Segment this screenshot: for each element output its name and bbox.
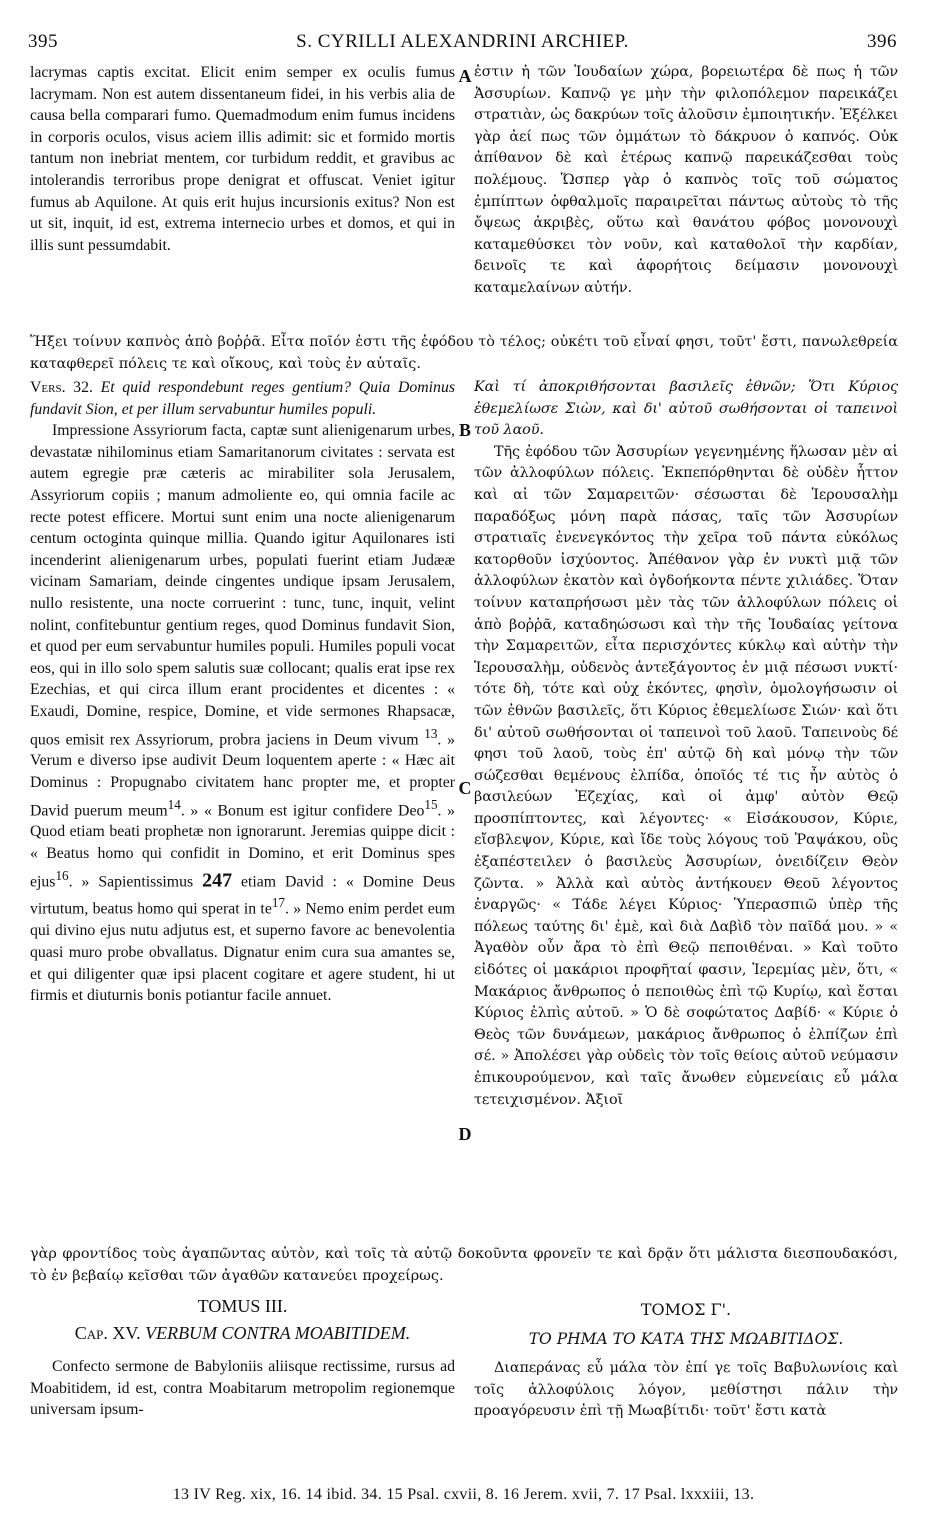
footnote-ref-16: 16: [55, 867, 69, 883]
latin-paragraph-1: lacrymas captis excitat. Elicit enim semper ex oculis fumus lacrymam. Non est autem dissentaneum fidei, in his verbis alia de causa bella comparari fumo. Quemadmodum enim fumus incidens in corporis oculos, visus aciem illis adimit: sic et formido mortis tantum non inebriat mentem, cor turbidum reddit, et gravibus ac intolerandis terroribus prope denigrat et offuscat. Veniet igitur fumus ab Aquilone. At quis erit hujus incursionis exitus? Non est ut sit, inquit, id est, extrema internecio urbes et domos, et qui in illis sunt pessumdabit.: [30, 64, 455, 254]
column-number: 247: [202, 868, 233, 891]
latin-chapter-title: VERBUM CONTRA MOABITIDEM.: [145, 1323, 411, 1343]
greek-column-top: [474, 62, 898, 300]
greek-column-middle: [474, 377, 898, 1111]
footnote-ref-17: 17: [271, 895, 285, 911]
latin-verse: [30, 377, 455, 420]
page-number-left: 395: [28, 31, 58, 52]
footnotes: 13 IV Reg. xix, 16. 14 ibid. 34. 15 Psal. cxvii, 8. 16 Jerem. xvii, 7. 17 Psal. lxxxiii, 13.: [172, 1486, 755, 1503]
greek-spanning-line-2: γὰρ φροντίδος τοὺς ἀγαπῶντας αὐτὸν, καὶ τοῖς τὰ αὐτῷ δοκοῦντα φρονεῖν τε καὶ δρᾷν ὅτι μάλιστα διεσπουδακόσι, τὸ ἐν βεβαίῳ κεῖσθαι τῶν ἀγαθῶν κατανεύει προχείρως.: [30, 1246, 898, 1284]
greek-paragraph-1: ἐστιν ἡ τῶν Ἰουδαίων χώρα, βορειωτέρα δὲ πως ἡ τῶν Ἀσσυρίων. Καπνῷ γε μὴν τὴν φιλοπόλεμον παρεικάζει στρατιὰν, ὡς δακρύων τοῖς ἁλοῦσιν ἐμποιητικήν. Ἐξέλκει γὰρ ἀεί πως τῶν ὀμμάτων τὸ δάκρυον ὁ καπνός. Οὐκ ἀπίθανον δὲ καὶ ἑτέρως καπνῷ παρεικάζεσθαι τοὺς πολέμους. Ὥσπερ γὰρ ὁ καπνὸς τοῖς τοῦ σώματος ἐμπίπτων ὀφθαλμοῖς παραιρεῖται πάντως αὐτοὺς τὸ τῆς ὄψεως ἀκριβὲς, οὕτω καὶ θανάτου φόβος μονονουχὶ καταμεθύσκει τὸν νοῦν, καὶ καταθολοῖ τὴν καρδίαν, δεινοῖς τε καὶ ἀφορήτοις δείμασιν μονονουχὶ καταμελαίνων αὐτήν.: [474, 64, 898, 296]
latin-verse-text: Et quid respondebunt reges gentium? Quia Dominus fundavit Sion, et per illum servabuntur humiles populi.: [30, 379, 455, 418]
greek-tomus-heading: ΤΟΜΟΣ Γ'.: [640, 1300, 732, 1319]
running-header: [28, 30, 897, 54]
greek-column-bottom: [474, 1358, 898, 1423]
section-marker-d: D: [458, 1124, 472, 1144]
section-marker-b: B: [458, 420, 471, 440]
footnote-ref-14: 14: [167, 796, 181, 812]
latin-chapter-heading: [30, 1323, 455, 1344]
footnote-ref-13: 13: [424, 725, 438, 741]
running-title: S. CYRILLI ALEXANDRINI ARCHIEP.: [296, 31, 629, 52]
latin-column-middle: [30, 377, 455, 1007]
greek-paragraph-2: Τῆς ἐφόδου τῶν Ἀσσυρίων γεγενημένης ἥλωσαν μὲν αἱ τῶν ἀλλοφύλων πόλεις. Ἐκπεπόρθηνται δὲ οὐδὲν ἧττον καὶ αἱ τῶν Σαμαρειτῶν· σέσωσται δὲ Ἱερουσαλὴμ παραδόξως μόνη παρὰ πάσας, ταῖς τῶν Ἀσσυρίων στρατιαῖς ἐνενεγκόντος τὴν χεῖρα τοῦ πάντα εὐκόλως κατορθοῦν ἰσχύοντος. Ἀπέθανον γὰρ ἐν νυκτὶ μιᾷ τῶν ἀλλοφύλων ἑκατὸν καὶ ὀγδοήκοντα πέντε χιλιάδες. Ὅταν τοίνυν καταπρήσωσι μὲν τὰς τῶν ἀλλοφύλων πόλεις οἱ ἀπὸ βοῤῥᾶ, καταδηώσωσι καὶ τὴν τῆς Ἰουδαίας γείτονα τὴν Σαμαρειτῶν, εἶτα περισχόντες κύκλῳ καὶ αὐτὴν τὴν Ἱερουσαλὴμ, οὐδενὸς ἀντεξάγοντος ἐν μιᾷ πέσωσι νυκτί· τότε δὴ, τότε καὶ οὐχ ἑκόντες, φησὶν, ὁμολογήσωσιν οἱ τῶν ἐθνῶν βασιλεῖς, ὅτι Κύριος ἐθεμελίωσε Σιών· καὶ ὅτι δι' αὐτοῦ σωθήσονται οἱ ταπεινοὶ τοῦ λαοῦ. Ταπεινοὺς δέ φησι τοῦ λαοῦ, τοὺς ἐπ' αὐτῷ δὴ καὶ μόνῳ τὴν τῶν σώζεσθαι θεμένους ἐλπίδα, ὁποῖός τέ τις ἦν αὐτὸς ὁ βασιλεύων Ἐζεχίας, καὶ οἱ ἀμφ' αὐτὸν Θεῷ προσπίπτοντες, καὶ λέγοντες· « Εἰσάκουσον, Κύριε, εἴσβλεψον, Κύριε, καὶ ἴδε τοὺς λόγους τοῦ Ῥαψάκου, οὓς ἐξαπέστειλεν ὁ βασιλεὺς Ἀσσυρίων, ὀνειδίζειν Θεὸν ζῶντα. » Ἀλλὰ καὶ αὐτὸς ἀντήκουεν Θεοῦ λέγοντος ἐναργῶς· « Τάδε λέγει Κύριος· Ὑπερασπιῶ ὑπὲρ τῆς πόλεως ταύτης δι' ἐμὲ, καὶ διὰ Δαβὶδ τὸν παῖδά μου. » « Ἀγαθὸν οὖν ἄρα τὸ ἐπὶ Θεῷ πεποιθέναι. » Καὶ τοῦτο εἰδότες οἱ μακάριοι προφῆταί φασιν, Ἱερεμίας μὲν, ὅτι, « Μακάριος ἄνθρωπος ὁ πεποιθὼς ἐπὶ τῷ Κυρίῳ, καὶ ἔσται Κύριος ἐλπὶς αὐτοῦ. » Ὁ δὲ σοφώτατος Δαβίδ· « Κύριε ὁ Θεὸς τῶν δυνάμεων, μακάριος ἄνθρωπος ὁ ἐλπίζων ἐπὶ σέ. » Ἀπολέσει γὰρ οὐδεὶς τὸν τοῖς θείοις αὐτοῦ νεύμασιν ἐπικουρούμενον, καὶ ταῖς ἄνωθεν εὐμενείαις εὖ μάλα τετειχισμένον. Ἀξιοῖ: [474, 443, 898, 1108]
latin-chapter-label: Cap. XV.: [74, 1323, 141, 1343]
greek-chapter-title: ΤΟ ΡΗΜΑ ΤΟ ΚΑΤΑ ΤΗΣ ΜΩΑΒΙΤΙΔΟΣ.: [528, 1330, 844, 1348]
section-marker-c: C: [458, 778, 472, 798]
greek-verse: Καὶ τί ἀποκριθήσονται βασιλεῖς ἐθνῶν; Ὅτι Κύριος ἐθεμελίωσε Σιὼν, καὶ δι' αὐτοῦ σωθήσονται οἱ ταπεινοὶ τοῦ λαοῦ.: [474, 379, 898, 439]
greek-spanning-line-1: Ἥξει τοίνυν καπνὸς ἀπὸ βοῤῥᾶ. Εἶτα ποῖόν ἐστι τῆς ἐφόδου τὸ τέλος; οὐκέτι τοῦ εἶναί φησι, τοῦτ' ἔστι, πανωλεθρεία καταφθερεῖ πόλεις τε καὶ οἴκους, καὶ τοὺς ἐν αὐταῖς.: [30, 334, 898, 372]
latin-column-bottom: [30, 1356, 455, 1421]
greek-paragraph-3: Διαπεράνας εὖ μάλα τὸν ἐπί γε τοῖς Βαβυλωνίοις καὶ τοῖς ἀλλοφύλοις λόγον, μεθίστησι πάλιν τὴν προαγόρευσιν ἐπὶ τῇ Μωαβίτιδι· τοῦτ' ἔστι κατὰ: [474, 1360, 898, 1420]
section-marker-a: A: [458, 66, 472, 86]
latin-tomus-heading: TOMUS III.: [197, 1296, 288, 1316]
latin-column-top: [30, 62, 455, 256]
footnote-ref-15: 15: [424, 796, 438, 812]
latin-paragraph-2: Impressione Assyriorum facta, captæ sunt alienigenarum urbes, devastatæ nihilominus etiam Samaritanorum civitates : servata est autem egregie præ cæteris ac mirabiliter sola Jerusalem, Assyriorum copiis ; manum admoliente eo, qui omnia facile ac recte potest efficere. Mortui sunt enim una nocte alienigenarum centum octoginta quinque millia. Quando igitur Aquilonares isti incenderint alienigenarum urbes, populati fuerint etiam Judææ vicinam Samariam, deinde cingentes undique ipsam Jerusalem, nullo resistente, una nocte corruerint : tunc, tunc, inquit, velint nolint, confitebuntur gentium reges, quod Dominus fundavit Sion, et quod per eum servabuntur humiles populi. Humiles populi vocat eos, qui in illo solo spem salutis suæ collocant; qualis erat ipse rex Ezechias, et qui circa illum erant procidentes et dicentes : « Exaudi, Domine, respice, Domine, et vide sermones Rhapsacæ, quos emisit rex Assyriorum, probra jaciens in Deum vivum $^{13}$. » Verum e diverso ipse audivit Deum loquentem aperte : « Hæc ait Dominus : Propugnabo civitatem hanc propter me, et propter David puerum meum$^{14}$. » « Bonum est igitur confidere Deo$^{15}$. » Quod etiam beati prophetæ non ignorarunt. Jeremias quippe dicit : « Beatus homo qui confidit in Domino, et erit Dominus spes ejus$^{16}$. » Sapientissimus 247 etiam David : « Domine Deus virtutum, beatus homo qui sperat in $te^{17}$. » Nemo enim perdet eum qui divino ejus nutu adjutus est, et superno favore ac benevolentia quasi muro probe obvallatus. Dignatur enim cura sua amantes se, et qui diligenter quæ ipsi placent cogitare et agere student, hi ut firmis et diuturnis bonis potiantur facile annuet.: [30, 422, 456, 1005]
latin-paragraph-3: Confecto sermone de Babyloniis aliisque rectissime, rursus ad Moabitidem, id est, contra Moabitarum metropolim regionemque universam ipsum-: [30, 1358, 455, 1419]
latin-verse-label: Vers. 32.: [30, 379, 93, 396]
page-number-right: 396: [866, 31, 897, 52]
